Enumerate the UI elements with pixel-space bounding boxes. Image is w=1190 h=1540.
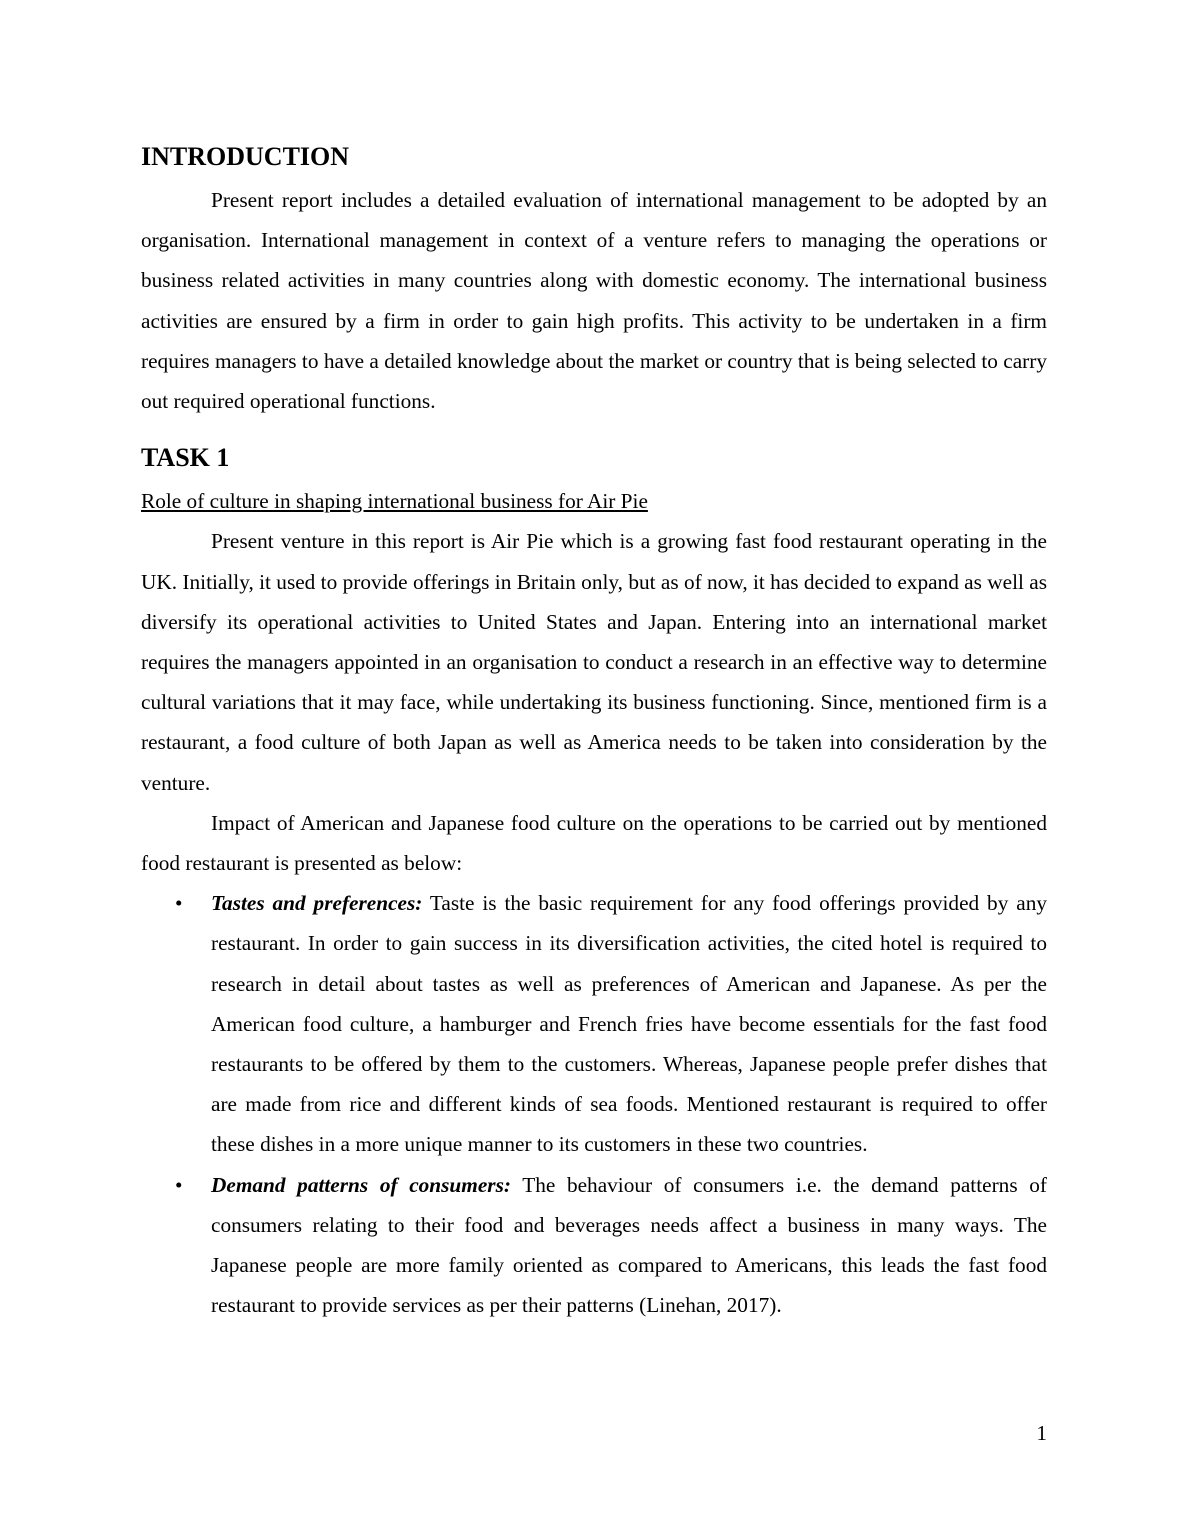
page-number: 1 bbox=[1036, 1421, 1047, 1445]
bullet-item bbox=[175, 883, 1047, 1164]
intro-paragraph: Present report includes a detailed evaluation of international management to be adopted by an organisation. International management in context of a venture refers to managing the operations or business related activities in many countries along with domestic economy. The international business activities are ensured by a firm in order to gain high profits. This activity to be undertaken in a firm requires managers to have a detailed knowledge about the market or country that is being selected to carry out required operational functions. bbox=[141, 188, 1047, 414]
bullet-icon: • bbox=[175, 891, 183, 916]
bullet-icon: • bbox=[175, 1172, 183, 1197]
task1-paragraph-1: Present venture in this report is Air Pie which is a growing fast food restaurant operating in the UK. Initially, it used to provide offerings in Britain only, but as of now, it has decided to expand as well as diversify its operational activities to United States and Japan. Entering into an international market requires the managers appointed in an organisation to conduct a research in an effective way to determine cultural variations that it may face, while undertaking its business functioning. Since, mentioned firm is a restaurant, a food culture of both Japan as well as America needs to be taken into consideration by the venture. bbox=[141, 529, 1047, 795]
bullet-title: Demand patterns of consumers: bbox=[211, 1172, 511, 1197]
bullet-text: Taste is the basic requirement for any food offerings provided by any restaurant. In order to gain success in its diversification activities, the cited hotel is required to research in detail about tastes as well as preferences of American and Japanese. As per the American food culture, a hamburger and French fries have become essentials for the fast food restaurants to be offered by them to the customers. Whereas, Japanese people prefer dishes that are made from rice and different kinds of sea foods. Mentioned restaurant is required to offer these dishes in a more unique manner to its customers in these two countries. bbox=[211, 891, 1047, 1157]
bullet-text: The behaviour of consumers i.e. the demand patterns of consumers relating to their food and beverages needs affect a business in many ways. The Japanese people are more family oriented as compared to Americans, this leads the fast food restaurant to provide services as per their patterns (Linehan, 2017). bbox=[211, 1172, 1047, 1318]
intro-heading: INTRODUCTION bbox=[141, 142, 350, 171]
task1-subheading: Role of culture in shaping international business for Air Pie bbox=[141, 489, 648, 514]
document-body bbox=[141, 142, 1047, 1325]
bullet-item bbox=[175, 1165, 1047, 1326]
task1-heading: TASK 1 bbox=[141, 443, 230, 473]
bullet-title: Tastes and preferences: bbox=[211, 891, 423, 916]
task1-paragraph-2: Impact of American and Japanese food culture on the operations to be carried out by mentioned food restaurant is presented as below: bbox=[141, 810, 1047, 876]
